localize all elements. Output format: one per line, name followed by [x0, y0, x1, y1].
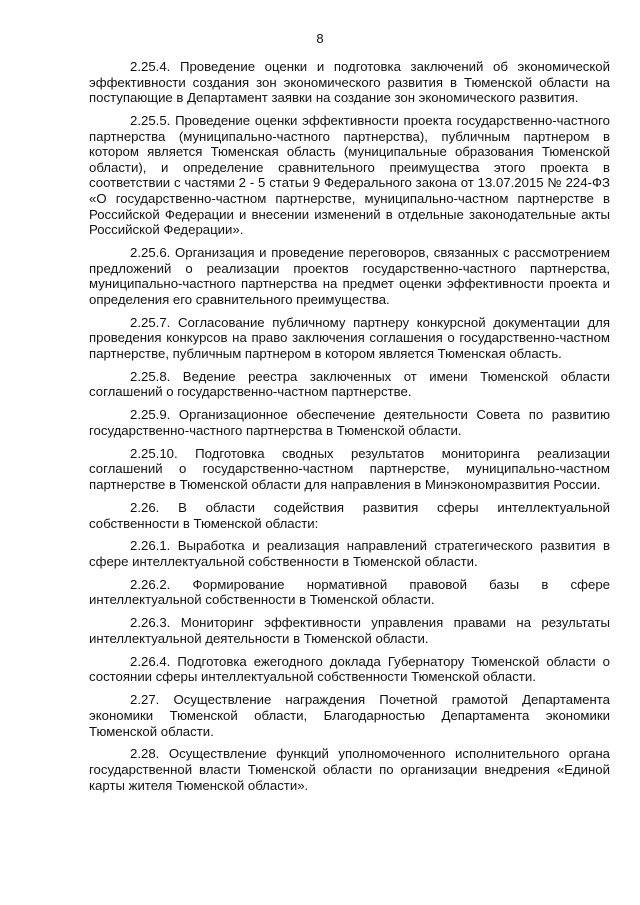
paragraph-2-25-9: 2.25.9. Организационное обеспечение деятельности Совета по развитию государственно-частного партнерства в Тюменской области.	[89, 407, 610, 438]
paragraph-2-25-6: 2.25.6. Организация и проведение переговоров, связанных с рассмотрением предложений о реализации проектов государственно-частного партнерства, муниципально-частного партнерства на предмет оценки эффективности проекта и определения его сравнительного преимущества.	[89, 245, 610, 307]
paragraph-2-26-3: 2.26.3. Мониторинг эффективности управления правами на результаты интеллектуальной деятельности в Тюменской области.	[89, 615, 610, 646]
paragraph-2-28: 2.28. Осуществление функций уполномоченного исполнительного органа государственной власти Тюменской области по организации внедрения «Единой карты жителя Тюменской области».	[89, 746, 610, 793]
paragraph-2-25-8: 2.25.8. Ведение реестра заключенных от имени Тюменской области соглашений о государственно-частном партнерстве.	[89, 368, 610, 400]
paragraph-2-25-5: 2.25.5. Проведение оценки эффективности проекта государственно-частного партнерства (муниципально-частного партнерства), публичным партнером в котором является Тюменская область (муниципальные образования Тюменской области), и определение сравнительного преимущества этого проекта в соответствии с частями 2 - 5 статьи 9 Федерального закона от 13.07.2015 № 224-ФЗ «О государственно-частном партнерстве, муниципально-частном партнерстве в Российской Федерации и внесении изменений в отдельные законодательные акты Российской Федерации».	[89, 113, 610, 238]
paragraph-2-26-1: 2.26.1. Выработка и реализация направлений стратегического развития в сфере интеллектуальной собственности в Тюменской области.	[89, 538, 610, 569]
paragraph-2-26-4: 2.26.4. Подготовка ежегодного доклада Губернатору Тюменской области о состоянии сферы интеллектуальной собственности Тюменской области.	[89, 653, 610, 685]
paragraph-2-25-4: 2.25.4. Проведение оценки и подготовка заключений об экономической эффективности создания зон экономического развития в Тюменской области на поступающие в Департамент заявки на создание зон экономического развития.	[89, 59, 610, 106]
paragraph-2-26: 2.26. В области содействия развития сферы интеллектуальной собственности в Тюменской области:	[89, 499, 610, 531]
paragraph-2-27: 2.27. Осуществление награждения Почетной грамотой Департамента экономики Тюменской области, Благодарностью Департамента экономики Тюменской области.	[89, 692, 610, 739]
paragraph-2-25-7: 2.25.7. Согласование публичному партнеру конкурсной документации для проведения конкурсов на право заключения соглашения о государственно-частном партнерстве, публичным партнером в котором является Тюменская область.	[89, 314, 610, 361]
document-body	[89, 59, 610, 801]
paragraph-2-25-10: 2.25.10. Подготовка сводных результатов мониторинга реализации соглашений о государственно-частном партнерстве, муниципально-частном партнерстве в Тюменской области для направления в Минэкономразвития России.	[89, 445, 610, 493]
page-number: 8	[316, 31, 324, 46]
paragraph-2-26-2: 2.26.2. Формирование нормативной правовой базы в сфере интеллектуальной собственности в Тюменской области.	[89, 576, 610, 608]
